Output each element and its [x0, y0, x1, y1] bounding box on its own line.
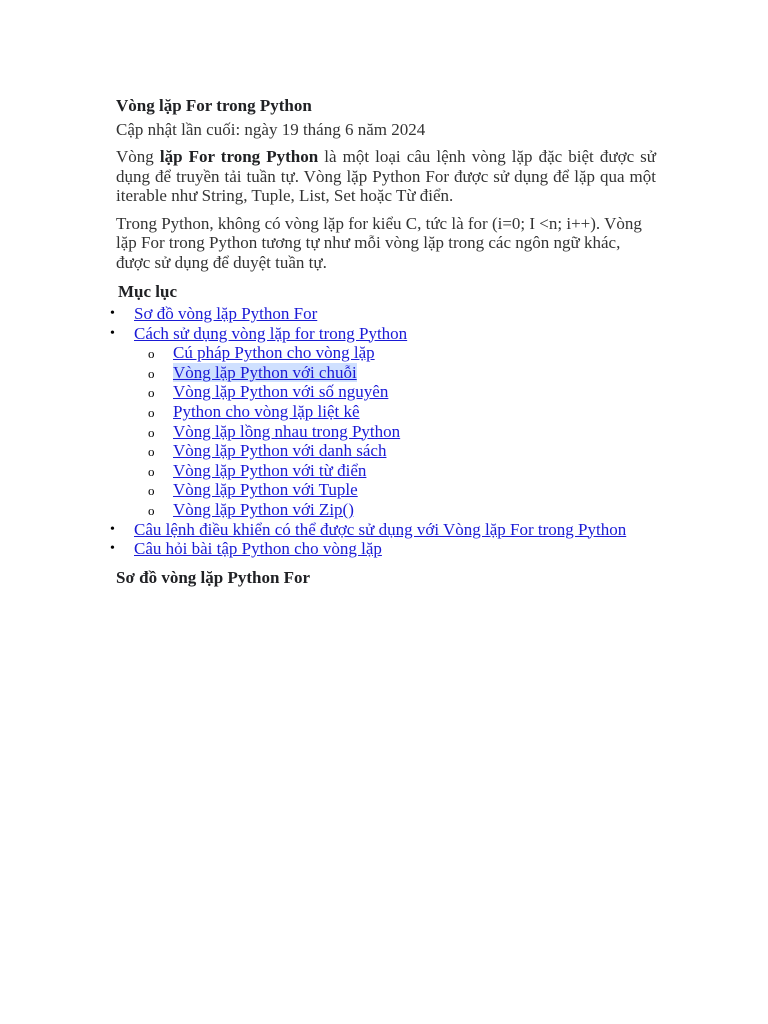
toc-item — [116, 304, 656, 324]
toc-link-flowchart[interactable]: Sơ đồ vòng lặp Python For — [134, 304, 318, 323]
toc-link-integer[interactable]: Vòng lặp Python với số nguyên — [173, 382, 389, 402]
intro-rest: là một loại câu lệnh vòng lặp đặc biệt được sử dụng để truyền tải tuần tự. Vòng lặp Python For được sử dụng để lặp qua một iterable như String, Tuple, List, Set hoặc Từ điển. — [116, 147, 657, 205]
toc-link-control-statements[interactable]: Câu lệnh điều khiển có thể được sử dụng với Vòng lặp For trong Python — [134, 519, 627, 539]
toc-sublist — [134, 343, 656, 519]
toc-subitem — [134, 343, 656, 363]
article-page — [116, 95, 656, 589]
toc-subitem — [134, 402, 656, 422]
toc-link-zip[interactable]: Vòng lặp Python với Zip() — [173, 499, 354, 519]
toc-subitem — [134, 480, 656, 500]
last-updated: Cập nhật lần cuối: ngày 19 tháng 6 năm 2024 — [116, 120, 426, 139]
toc-link-nested[interactable]: Vòng lặp lồng nhau trong Python — [173, 421, 401, 441]
article-title: Vòng lặp For trong Python — [116, 96, 312, 115]
toc-item — [116, 520, 656, 540]
toc-subitem — [134, 461, 656, 481]
toc-link-list[interactable]: Vòng lặp Python với danh sách — [173, 441, 387, 461]
toc-link-syntax[interactable]: Cú pháp Python cho vòng lặp — [173, 343, 375, 363]
toc-subitem — [134, 441, 656, 461]
second-paragraph: Trong Python, không có vòng lặp for kiểu C, tức là for (i=0; I <n; i++). Vòng lặp For trong Python tương tự như mỗi vòng lặp trong các ngôn ngữ khác, được sử dụng để duyệt tuần tự. — [116, 213, 642, 272]
toc-item — [116, 539, 656, 559]
toc-link-tuple[interactable]: Vòng lặp Python với Tuple — [173, 480, 358, 500]
toc-item — [116, 324, 656, 520]
toc-subitem — [134, 422, 656, 442]
toc-link-exercises[interactable]: Câu hỏi bài tập Python cho vòng lặp — [134, 539, 382, 559]
intro-paragraph — [116, 147, 656, 206]
toc-title: Mục lục — [118, 282, 178, 301]
toc-subitem — [134, 500, 656, 520]
toc-subitem — [134, 382, 656, 402]
section-heading: Sơ đồ vòng lặp Python For — [116, 567, 311, 587]
toc-link-how-to-use[interactable]: Cách sử dụng vòng lặp for trong Python — [134, 323, 408, 343]
toc-subitem — [134, 363, 656, 383]
table-of-contents — [116, 304, 656, 559]
intro-prefix: Vòng — [116, 147, 160, 166]
toc-link-enumerate[interactable]: Python cho vòng lặp liệt kê — [173, 401, 360, 421]
intro-bold: lặp For trong Python — [159, 147, 319, 166]
toc-link-dictionary[interactable]: Vòng lặp Python với từ điển — [173, 460, 367, 480]
toc-link-string[interactable]: Vòng lặp Python với chuỗi — [173, 362, 357, 382]
